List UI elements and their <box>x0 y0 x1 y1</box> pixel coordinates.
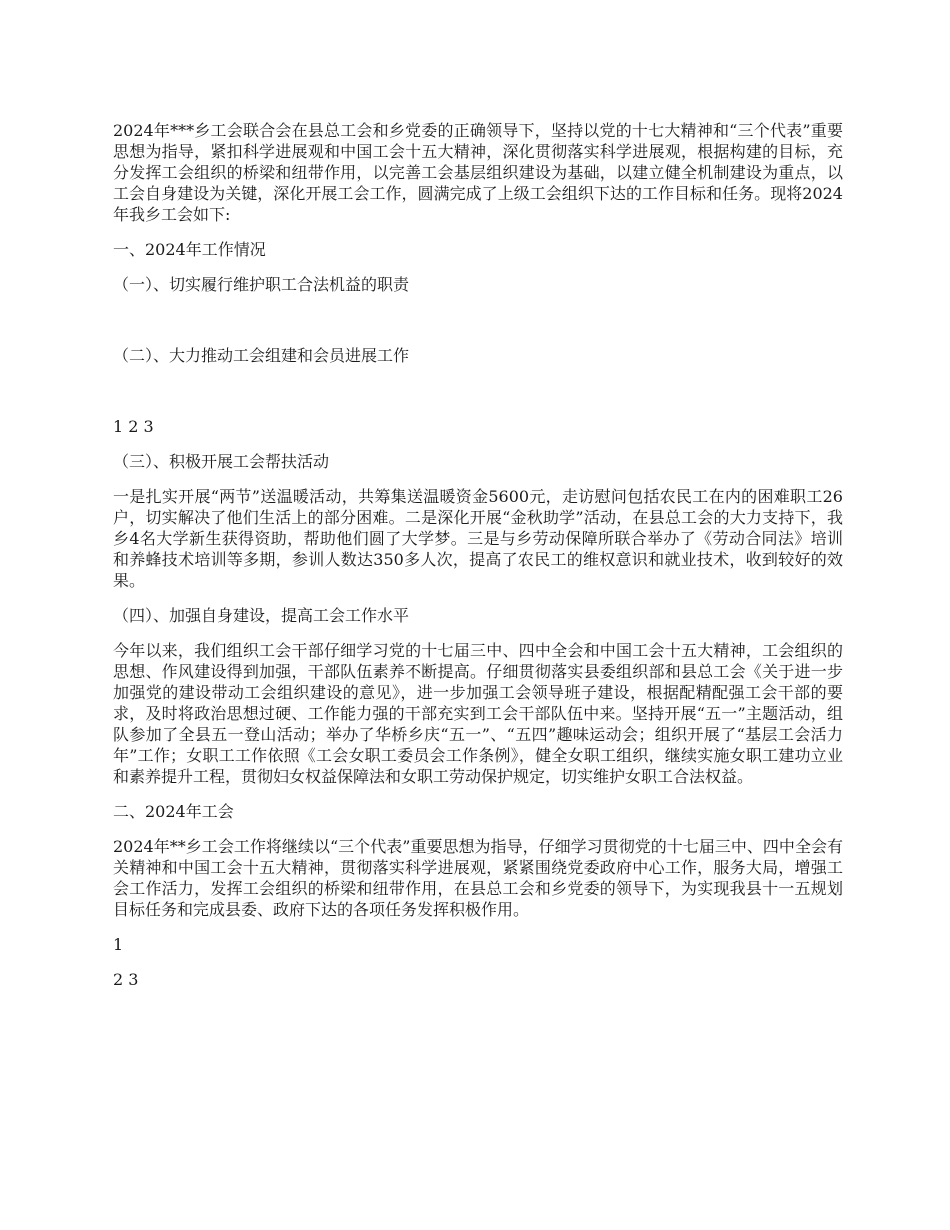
subsection-heading-4: （四）、加强自身建设，提高工会工作水平 <box>113 606 410 625</box>
list-numbers-pair: 2 3 <box>113 970 139 989</box>
section-heading-1: 一、2024年工作情况 <box>113 240 266 259</box>
document-page <box>113 120 843 990</box>
subsection-heading-3: （三）、积极开展工会帮扶活动 <box>113 452 330 471</box>
subsection-body-3: 一是扎实开展“两节”送温暖活动，共筹集送温暖资金5600元，走访慰问包括农民工在内的困难职工26户，切实解决了他们生活上的部分困难。二是深化开展“金秋助学”活动，在县总工会的大力支持下，我乡4名大学新生获得资助，帮助他们圆了大学梦。三是与乡劳动保障所联合举办了《劳动合同法》培训和养蜂技术培训等多期，参训人数达350多人次，提高了农民工的维权意识和就业技术，收到较好的效果。 <box>113 487 843 590</box>
list-number-single: 1 <box>113 935 124 954</box>
section-heading-2: 二、2024年工会 <box>113 802 234 821</box>
section-body-2: 2024年**乡工会工作将继续以“三个代表”重要思想为指导，仔细学习贯彻党的十七届三中、四中全会有关精神和中国工会十五大精神，贯彻落实科学进展观，紧紧围绕党委政府中心工作，服务大局，增强工会工作活力，发挥工会组织的桥梁和纽带作用，在县总工会和乡党委的领导下，为实现我县十一五规划目标任务和完成县委、政府下达的各项任务发挥积极作用。 <box>113 837 843 919</box>
subsection-heading-2: （二）、大力推动工会组建和会员进展工作 <box>113 346 410 365</box>
intro-paragraph: 2024年***乡工会联合会在县总工会和乡党委的正确领导下，坚持以党的十七大精神和“三个代表”重要思想为指导，紧扣科学进展观和中国工会十五大精神，深化贯彻落实科学进展观，根据构建的目标，充分发挥工会组织的桥梁和纽带作用，以完善工会基层组织建设为基础，以建立健全机制建设为重点，以工会自身建设为关键，深化开展工会工作，圆满完成了上级工会组织下达的工作目标和任务。现将2024年我乡工会如下: <box>113 121 843 224</box>
subsection-body-4: 今年以来，我们组织工会干部仔细学习党的十七届三中、四中全会和中国工会十五大精神，工会组织的思想、作风建设得到加强，干部队伍素养不断提高。仔细贯彻落实县委组织部和县总工会《关于进一步加强党的建设带动工会组织建设的意见》，进一步加强工会领导班子建设，根据配精配强工会干部的要求，及时将政治思想过硬、工作能力强的干部充实到工会干部队伍中来。坚持开展“五一”主题活动，组队参加了全县五一登山活动；举办了华桥乡庆“五一”、“五四”趣味运动会；组织开展了“基层工会活力年”工作；女职工工作依照《工会女职工委员会工作条例》，健全女职工组织，继续实施女职工建功立业和素养提升工程，贯彻妇女权益保障法和女职工劳动保护规定，切实维护女职工合法权益。 <box>113 641 843 786</box>
subsection-heading-1: （一）、切实履行维护职工合法机益的职责 <box>113 275 410 294</box>
list-numbers: 1 2 3 <box>113 417 154 436</box>
